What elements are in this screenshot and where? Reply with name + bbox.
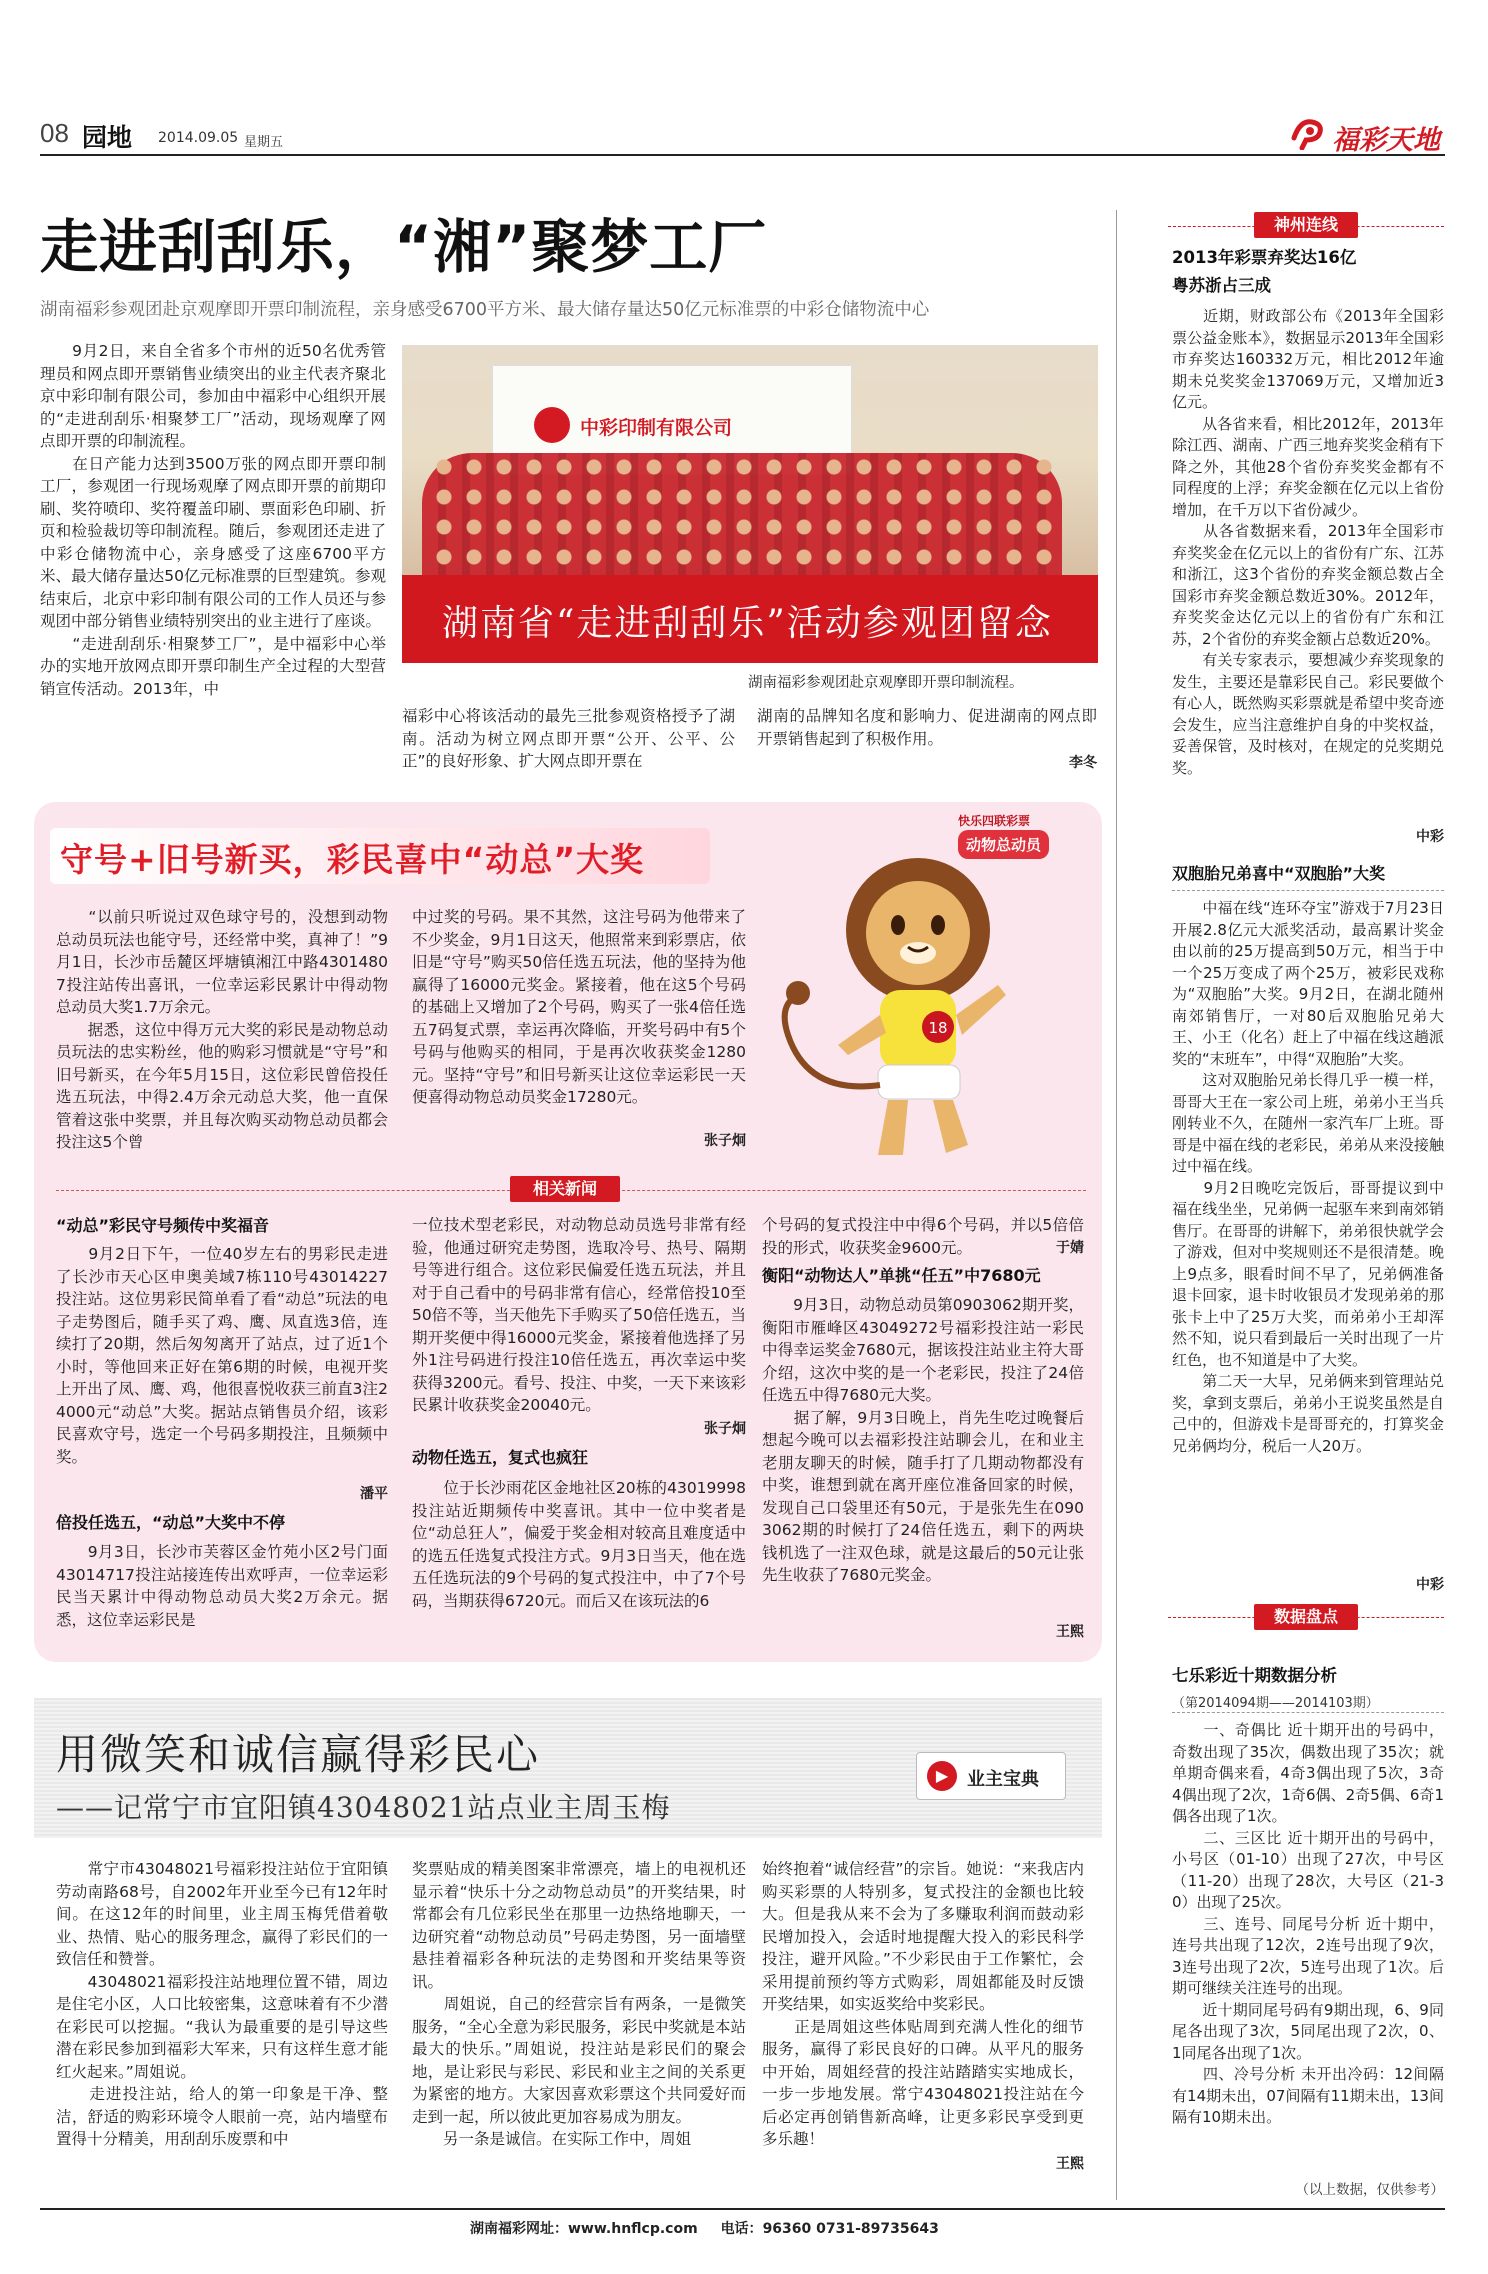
brand-logo-icon bbox=[1290, 116, 1326, 150]
box-right-column-author: 于婧 bbox=[1056, 1240, 1084, 1256]
sidebar-1-title-1: 2013年彩票弃奖达16亿 bbox=[1172, 248, 1357, 267]
related-1-author: 潘平 bbox=[360, 1486, 388, 1502]
related-2-title: 倍投任选五，“动总”大奖中不停 bbox=[56, 1513, 286, 1532]
related-3-title: 动物任选五，复式也疯狂 bbox=[412, 1448, 589, 1467]
sidebar-1-body: 近期，财政部公布《2013年全国彩票公益金账本》，数据显示2013年全国彩市弃奖达160332万元，相比2012年逾期未兑奖奖金137069万元，又增加近3亿元。 从各省来看，相比2012年，2013年除江西、湖南、广西三地弃奖奖金稍有下降之外，其他28个省份弃奖奖金都有不同程度的上浮；弃奖金额在亿元以上省份增加，在千万以下省份减少。 从各省数据来看，2013年全国彩市弃奖奖金在亿元以上的省份有广东、江苏和浙江，这3个省份的弃奖金额总数占全国彩市弃奖金额总数近30%。2012年，弃奖奖金达亿元以上的省份有广东和江苏，2个省份的弃奖金额占总数近20%。 有关专家表示，要想减少弃奖现象的发生，主要还是靠彩民自己。彩民要做个有心人，既然购买彩票就是希望中奖奇迹会发生，应当注意维护自身的中奖权益，妥善保管，及时核对，在规定的兑奖期兑奖。 bbox=[1172, 307, 1444, 777]
box-column-1: “以前只听说过双色球守号的，没想到动物总动员玩法也能守号，还经常中奖，真神了！”9月1日，长沙市岳麓区坪塘镇湘江中路43014807投注站传出喜讯，一位幸运彩民累计中得动物总动员大奖1.7万余元。 据悉，这位中得万元大奖的彩民是动物总动员玩法的忠实粉丝，他的购彩习惯就是“守号”和旧号新买，在今年5月15日，这位彩民曾倍投任选五玩法，中得2.4万余元动总大奖，他一直保管着这张中奖票，并且每次购买动物总动员都会投注这5个曾 bbox=[56, 908, 388, 1151]
article-column-3: 湖南的品牌知名度和影响力、促进湖南的网点即开票销售起到了积极作用。 bbox=[757, 707, 1097, 748]
related-4-author: 王熙 bbox=[1056, 1624, 1084, 1640]
sidebar-3-footer: （以上数据，仅供参考） bbox=[1295, 2182, 1444, 2198]
box-mid-column: 一位技术型老彩民，对动物总动员选号非常有经验，他通过研究走势图，选取冷号、热号、隔期号等进行组合。这位彩民偏爱任选五玩法，并且对于自己看中的号码非常有信心，经常倍投10至50倍不等，当天他先下手购买了50倍任选五，当期开奖便中得16000元奖金，紧接着他选择了另外1注号码进行投注10倍任选五，再次幸运中奖获得3200元。看号、投注、中奖，一天下来该彩民累计收获奖金20040元。 bbox=[412, 1216, 746, 1414]
article-author: 李冬 bbox=[1069, 755, 1097, 771]
box-mid-column-author: 张子炯 bbox=[704, 1421, 746, 1437]
weekday: 星期五 bbox=[244, 135, 284, 150]
related-1-body: 9月2日下午，一位40岁左右的男彩民走进了长沙市天心区申奥美域7栋110号43014227投注站。这位男彩民简单看了看“动总”玩法的电子走势图后，随手买了鸡、鹰、凤直选3倍，连续打了20期，然后匆匆离开了站点，过了近1个小时，等他回来正好在第6期的时候，电视开奖上开出了凤、鹰、鸡，他很喜悦收获三前直3注24000元“动总”大奖。据站点销售员介绍，该彩民喜欢守号，选定一个号码多期投注，且频频中奖。 bbox=[56, 1245, 388, 1466]
owner-column-2: 奖票贴成的精美图案非常漂亮，墙上的电视机还显示着“快乐十分之动物总动员”的开奖结果，时常都会有几位彩民坐在那里一边热络地聊天，一边研究着“动物总动员”号码走势图，另一面墙壁悬挂着福彩各种玩法的走势图和开奖结果等资讯。 周姐说，自己的经营宗旨有两条，一是微笑服务，“全心全意为彩民服务，彩民中奖就是本站最大的快乐。”周姐说，投注站是彩民们的聚会地，是让彩民与彩民、彩民和业主之间的关系更为紧密的地方。大家因喜欢彩票这个共同爱好而走到一起，所以彼此更加容易成为朋友。 另一条是诚信。在实际工作中，周姐 bbox=[412, 1860, 746, 2148]
photo-caption: 湖南福彩参观团赴京观摩即开票印制流程。 bbox=[748, 675, 1024, 691]
footer-site-label: 湖南福彩网址： bbox=[470, 2221, 568, 2237]
page-header bbox=[40, 118, 1445, 156]
owner-tag-label: 业主宝典 bbox=[967, 1769, 1039, 1790]
photo-banner: 湖南省“走进刮刮乐”活动参观团留念 bbox=[402, 575, 1098, 663]
sidebar-tag-1: 神州连线 bbox=[1254, 212, 1358, 238]
photo-sign-text: 中彩印制有限公司 bbox=[580, 417, 733, 439]
related-news-tag: 相关新闻 bbox=[510, 1176, 620, 1202]
article-title: 走进刮刮乐，“湘”聚梦工厂 bbox=[40, 213, 768, 281]
sidebar-divider bbox=[1116, 210, 1117, 2200]
owner-column-3-author: 王熙 bbox=[1056, 2156, 1084, 2172]
game-logo-top: 快乐四联彩票 bbox=[958, 814, 1031, 828]
sidebar-2-author: 中彩 bbox=[1416, 1577, 1444, 1593]
feature-box-title: 守号+旧号新买，彩民喜中“动总”大奖 bbox=[60, 840, 645, 879]
game-logo: 动物总动员 bbox=[958, 830, 1049, 859]
crowd-faces bbox=[432, 455, 1052, 575]
sidebar-3-rule bbox=[1172, 1712, 1444, 1713]
box-right-column-top: 个号码的复式投注中中得6个号码，并以5倍倍投的形式，收获奖金9600元。 bbox=[762, 1216, 1084, 1257]
sidebar-3-range: （第2014094期——2014103期） bbox=[1172, 1696, 1379, 1711]
lion-mascot-icon bbox=[768, 855, 1088, 1175]
owner-tag bbox=[916, 1752, 1066, 1800]
sidebar-3-body: 一、奇偶比 近十期开出的号码中，奇数出现了35次，偶数出现了35次；就单期奇偶来看，4奇3偶出现了5次，3奇4偶出现了2次，1奇6偶、2奇5偶、6奇1偶各出现了1次。 二、三区比 近十期开出的号码中，小号区（01-10）出现了27次，中号区（11-20）出现了28次，大号区（21-30）出现了25次。 三、连号、同尾号分析 近十期中，连号共出现了12次，2连号出现了9次，3连号出现了2次，5连号出现了1次。后期可继续关注连号的出现。 近十期同尾号码有9期出现，6、9同尾各出现了3次，5同尾出现了2次，0、1同尾各出现了1次。 四、冷号分析 未开出冷码：12间隔有14期未出，07间隔有11期未出，13间隔有10期未出。 bbox=[1172, 1721, 1444, 2126]
owner-subtitle: ——记常宁市宜阳镇43048021站点业主周玉梅 bbox=[56, 1791, 671, 1824]
owner-column-3: 始终抱着“诚信经营”的宗旨。她说：“来我店内购买彩票的人特别多，复式投注的金额也比较大。但是我从来不会为了多赚取利润而鼓动彩民增加投入，会适时地提醒大投入的彩民科学投注，避开风险。”不少彩民由于工作繁忙，会采用提前预约等方式购彩，周姐都能及时反馈开奖结果，如实返奖给中奖彩民。 正是周姐这些体贴周到充满人性化的细节服务，赢得了彩民良好的口碑。从平凡的服务中开始，周姐经营的投注站踏踏实实地成长，一步一步地发展。常宁43048021投注站在今后必定再创销售新高峰，让更多彩民享受到更多乐趣！ bbox=[762, 1860, 1084, 2148]
page-footer bbox=[40, 2208, 1445, 2210]
svg-text:18: 18 bbox=[928, 1019, 948, 1037]
sidebar-1-title-2: 粤苏浙占三成 bbox=[1172, 276, 1271, 295]
article-column-2: 福彩中心将该活动的最先三批参观资格授予了湖南。活动为树立网点即开票“公开、公平、公正”的良好形象、扩大网点即开票在 bbox=[402, 707, 735, 770]
footer-contact bbox=[470, 2218, 939, 2238]
issue-date: 2014.09.05 bbox=[158, 130, 239, 146]
article-column-1: 9月2日，来自全省多个市州的近50名优秀管理员和网点即开票销售业绩突出的业主代表齐聚北京中彩印制有限公司，参加由中福彩中心组织开展的“走进刮刮乐·相聚梦工厂”活动，现场观摩了网点即开票的印制流程。 在日产能力达到3500万张的网点即开票印制工厂，参观团一行现场观摩了网点即开票的前期印刷、奖符喷印、奖符覆盖印刷、票面彩色印刷、折页和检验裁切等印制流程。随后，参观团还走进了中彩仓储物流中心，亲身感受了这座6700平方米、最大储存量达50亿元标准票的巨型建筑。参观结束后，北京中彩印制有限公司的工作人员还与参观团中部分销售业绩特别突出的业主进行了座谈。 “走进刮刮乐·相聚梦工厂”，是中福彩中心举办的实地开放网点即开票印制生产全过程的大型营销宣传活动。2013年，中 bbox=[40, 342, 386, 698]
sidebar-1-author: 中彩 bbox=[1416, 829, 1444, 845]
related-4-body: 9月3日，动物总动员第0903062期开奖，衡阳市雁峰区43049272号福彩投注站一彩民中得幸运奖金7680元，据该投注站业主符大哥介绍，这次中奖的是一个老彩民，投注了24倍任选五中得7680元大奖。 据了解，9月3日晚上，肖先生吃过晚餐后想起今晚可以去福彩投注站聊会儿，在和业主老朋友聊天的时候，随手打了几期动物都没有中奖，谁想到就在离开座位准备回家的时候，发现自己口袋里还有50元，于是张先生在0903062期的时候打了24倍任选五，剩下的两块钱机选了一注双色球，就是这最后的50元让张先生收获了7680元奖金。 bbox=[762, 1296, 1084, 1584]
related-1-title: “动总”彩民守号频传中奖福音 bbox=[56, 1216, 270, 1235]
owner-column-1: 常宁市43048021号福彩投注站位于宜阳镇劳动南路68号，自2002年开业至今已有12年时间。在这12年的时间里，业主周玉梅凭借着敬业、热情、贴心的服务理念，赢得了彩民们的一致信任和赞誉。 43048021福彩投注站地理位置不错，周边是住宅小区，人口比较密集，这意味着有不少潜在彩民可以挖掘。“我认为最重要的是引导这些潜在彩民参加到福彩大军来，只有这样生意才能红火起来。”周姐说。 走进投注站，给人的第一印象是干净、整洁，舒适的购彩环境令人眼前一亮，站内墙壁布置得十分精美，用刮刮乐废票和中 bbox=[56, 1860, 388, 2148]
article-subtitle: 湖南福彩参观团赴京观摩即开票印制流程，亲身感受6700平方米、最大储存量达50亿元标准票的中彩仓储物流中心 bbox=[40, 300, 930, 320]
footer-phone: 96360 0731-89735643 bbox=[762, 2221, 939, 2237]
arrow-icon: ▶ bbox=[927, 1761, 957, 1791]
related-3-body: 位于长沙雨花区金地社区20栋的43019998投注站近期频传中奖喜讯。其中一位中奖者是位“动总狂人”，偏爱于奖金相对较高且难度适中的选五任选复式投注方式。9月3日当天，他在选五任选玩法的9个号码的复式投注中，中了7个号码，当期获得6720元。而后又在该玩法的6 bbox=[412, 1479, 746, 1610]
section-name: 园地 bbox=[82, 123, 133, 152]
sidebar-2-body: 中福在线“连环夺宝”游戏于7月23日开展2.8亿元大派奖活动，最高累计奖金由以前的25万提高到50万元，相当于中一个25万变成了两个25万，被彩民戏称为“双胞胎”大奖。9月2日，在湖北随州南郊销售厅，一对80后双胞胎兄弟大王、小王（化名）赶上了中福在线这趟派奖的“末班车”，中得“双胞胎”大奖。 这对双胞胎兄弟长得几乎一模一样，哥哥大王在一家公司上班，弟弟小王当兵刚转业不久，在随州一家汽车厂上班。哥哥是中福在线的老彩民，弟弟从来没接触过中福在线。 9月2日晚吃完饭后，哥哥提议到中福在线坐坐，兄弟俩一起驱车来到南郊销售厅。在哥哥的讲解下，弟弟很快就学会了游戏，但对中奖规则还不是很清楚。晚上9点多，眼看时间不早了，兄弟俩准备退卡回家，退卡时收银员才发现弟弟的那张卡上中了25万大奖，而弟弟小王却浑然不知，说只看到最后一关时出现了一片红色，也不知道是中了大奖。 第二天一大早，兄弟俩来到管理站兑奖，拿到支票后，弟弟小王说奖虽然是自己中的，但游戏卡是哥哥充的，打算奖金兄弟俩均分，税后一人20万。 bbox=[1172, 899, 1444, 1455]
sidebar-3-title: 七乐彩近十期数据分析 bbox=[1172, 1666, 1337, 1685]
box-column-2: 中过奖的号码。果不其然，这注号码为他带来了不少奖金，9月1日这天，他照常来到彩票店，依旧是“守号”购买50倍任选五玩法，他的坚持为他赢得了16000元奖金。紧接着，他在这5个号码的基础上又增加了2个号码，购买了一张4倍任选五7码复式票，幸运再次降临，开奖号码中有5个号码与他购买的相同，于是再次收获奖金1280元。坚持“守号”和旧号新买让这位幸运彩民一天便喜得动物总动员奖金17280元。 bbox=[412, 908, 746, 1106]
related-4-title: 衡阳“动物达人”单挑“任五”中7680元 bbox=[762, 1266, 1041, 1285]
brand-title: 福彩天地 bbox=[1332, 125, 1440, 156]
group-photo bbox=[402, 345, 1098, 663]
page-number: 08 bbox=[40, 118, 69, 148]
footer-site-link[interactable]: www.hnflcp.com bbox=[568, 2221, 698, 2237]
sidebar-2-rule bbox=[1172, 890, 1444, 891]
sidebar-tag-2: 数据盘点 bbox=[1254, 1604, 1358, 1630]
box-column-2-author: 张子炯 bbox=[704, 1133, 746, 1149]
footer-phone-label: 电话： bbox=[720, 2221, 763, 2237]
related-2-body: 9月3日，长沙市芙蓉区金竹苑小区2号门面43014717投注站接连传出欢呼声，一位幸运彩民当天累计中得动物总动员大奖2万余元。据悉，这位幸运彩民是 bbox=[56, 1543, 388, 1629]
sidebar-2-title: 双胞胎兄弟喜中“双胞胎”大奖 bbox=[1172, 864, 1386, 883]
company-logo-icon bbox=[534, 407, 570, 443]
owner-title: 用微笑和诚信赢得彩民心 bbox=[56, 1730, 541, 1779]
